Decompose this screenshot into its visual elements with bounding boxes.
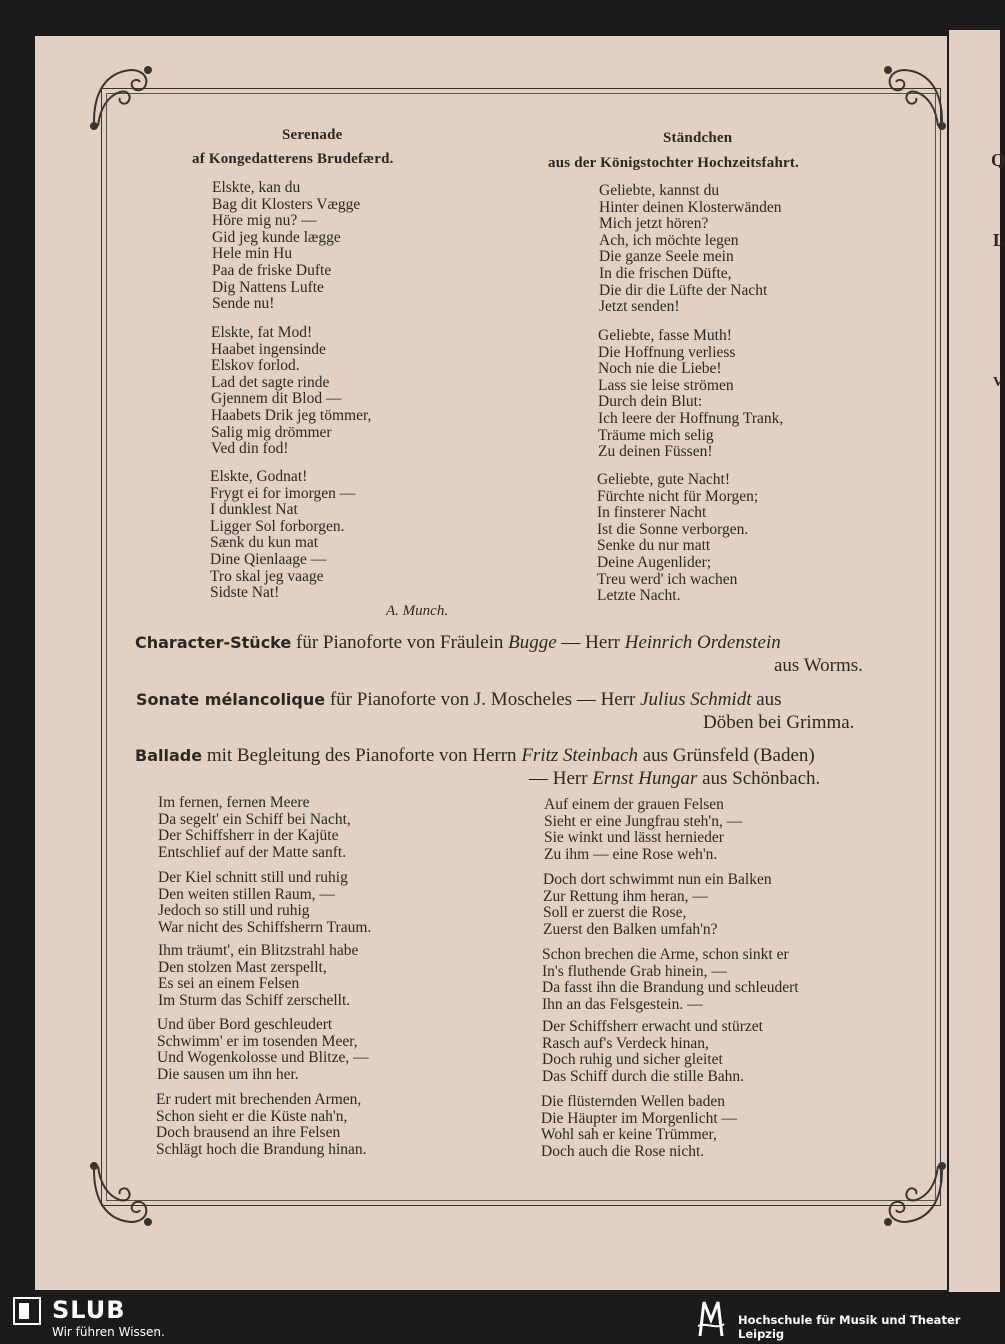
corner-ornament-icon (880, 1160, 950, 1230)
verse-line: Ihm träumt', ein Blitzstrahl habe (158, 942, 359, 959)
ballade-stanza (158, 795, 351, 861)
verse-line: Jedoch so still und ruhig (158, 902, 310, 920)
verse-line: Zur Rettung ihm heran, — (543, 887, 708, 905)
verse-line: Träume mich selig (598, 426, 714, 444)
verse-line: Ved din fod! (211, 440, 289, 458)
verse-line: Ligger Sol forborgen. (210, 517, 345, 535)
verse-line: Letzte Nacht. (597, 587, 681, 605)
adjacent-page-letter: L (993, 230, 1005, 250)
verse-line: Ist die Sonne verborgen. (597, 520, 749, 538)
verse-line: Da segelt' ein Schiff bei Nacht, (158, 810, 351, 828)
program-title: Ballade (135, 746, 203, 765)
program-item-1-line2: aus Worms. (774, 655, 863, 676)
library-name[interactable]: SLUB (52, 1296, 126, 1324)
verse-line: Elskte, Godnat! (210, 468, 308, 485)
program-item-3 (135, 745, 815, 767)
ballade-stanza (542, 947, 799, 1013)
verse-line: Schwimm' er im tosenden Meer, (157, 1032, 358, 1050)
institution-name[interactable]: Hochschule für Musik und Theater Leipzig (738, 1313, 961, 1341)
german-title: Ständchen (663, 130, 733, 146)
verse-line: Doch dort schwimmt nun ein Balken (543, 871, 772, 888)
verse-line: Im Sturm das Schiff zerschellt. (158, 991, 351, 1009)
verse-line: Tro skal jeg vaage (210, 567, 324, 585)
verse-line: Sieht er eine Jungfrau steh'n, — (544, 812, 743, 830)
verse-line: Ach, ich möchte legen (599, 231, 739, 249)
program-item-3-line2 (529, 768, 820, 790)
verse-line: Bag dit Klosters Vægge (212, 195, 361, 213)
verse-line: Geliebte, fasse Muth! (598, 327, 732, 344)
performer-name: Ernst Hungar (592, 768, 698, 789)
verse-line: Haabets Drik jeg tömmer, (211, 406, 372, 424)
verse-line: Elskte, fat Mod! (211, 324, 313, 341)
slub-logo-icon[interactable] (12, 1296, 42, 1326)
verse-line: Sende nu! (212, 295, 275, 313)
verse-line: Geliebte, kannst du (599, 182, 720, 199)
verse-line: In finsterer Nacht (597, 504, 707, 522)
verse-line: Sidste Nat! (210, 584, 280, 602)
verse-line: Die dir die Lüfte der Nacht (599, 281, 768, 299)
verse-line: Er rudert mit brechenden Armen, (156, 1091, 362, 1108)
verse-line: Die Häupter im Morgenlicht — (541, 1109, 738, 1127)
verse-line: Frygt ei for imorgen — (210, 484, 356, 502)
verse-line: Wohl sah er keine Trümmer, (541, 1126, 717, 1144)
corner-ornament-icon (86, 1160, 156, 1230)
german-subtitle: aus der Königstochter Hochzeitsfahrt. (548, 155, 799, 171)
verse-line: Die sausen um ihn her. (157, 1065, 299, 1083)
verse-line: I dunklest Nat (210, 501, 298, 519)
verse-line: Ihn an das Felsgestein. — (542, 995, 703, 1013)
verse-line: Hinter deinen Klosterwänden (599, 198, 782, 216)
verse-line: Doch auch die Rose nicht. (541, 1142, 705, 1160)
corner-ornament-icon (880, 62, 950, 132)
verse-line: Doch ruhig und sicher gleitet (542, 1051, 723, 1069)
verse-line: Und über Bord geschleudert (157, 1016, 333, 1033)
verse-line: Dig Nattens Lufte (212, 278, 324, 296)
verse-line: Treu werd' ich wachen (597, 570, 738, 588)
adjacent-page-edge (949, 30, 1005, 1292)
verse-line: Den stolzen Mast zerspellt, (158, 958, 327, 976)
verse-line: Lad det sagte rinde (211, 373, 330, 391)
verse-line: Gid jeg kunde lægge (212, 228, 341, 246)
ballade-stanza (541, 1094, 737, 1160)
verse-line: Deine Augenlider; (597, 553, 712, 571)
performer-name: Julius Schmidt (640, 689, 752, 710)
verse-line: Salig mig drömmer (211, 423, 332, 441)
verse-line: Die ganze Seele mein (599, 248, 734, 266)
verse-line: Jetzt senden! (599, 298, 680, 316)
program-text: — Herr (556, 632, 625, 653)
program-item-2-line2: Döben bei Grimma. (703, 712, 855, 733)
ballade-stanza (157, 1017, 369, 1083)
verse-line: Schon brechen die Arme, schon sinkt er (542, 946, 789, 963)
verse-line: Das Schiff durch die stille Bahn. (542, 1067, 745, 1085)
verse-line: Lass sie leise strömen (598, 376, 734, 394)
program-item-2 (136, 689, 782, 711)
verse-line: War nicht des Schiffsherrn Traum. (158, 918, 372, 936)
danish-stanza (211, 325, 371, 458)
german-stanza (599, 183, 782, 316)
verse-line: Sie winkt und lässt hernieder (544, 829, 724, 847)
german-stanza (597, 472, 758, 605)
verse-line: Schlägt hoch die Brandung hinan. (156, 1140, 367, 1158)
ballade-stanza (542, 1019, 763, 1085)
verse-line: Und Wogenkolosse und Blitze, — (157, 1049, 369, 1067)
verse-line: In die frischen Düfte, (599, 264, 732, 282)
composer-name: Fritz Steinbach (521, 745, 638, 766)
verse-line: Entschlief auf der Matte sanft. (158, 843, 347, 861)
verse-line: Soll er zuerst die Rose, (543, 904, 687, 922)
performer-name: Heinrich Ordenstein (624, 632, 781, 653)
verse-line: Durch dein Blut: (598, 393, 703, 411)
program-text: — Herr (529, 768, 593, 789)
ballade-stanza (158, 943, 358, 1009)
verse-line: Ich leere der Hoffnung Trank, (598, 409, 784, 427)
verse-line: Zu deinen Füssen! (598, 443, 713, 461)
verse-line: Schon sieht er die Küste nah'n, (156, 1107, 348, 1125)
program-text: für Pianoforte von J. Moscheles — Herr (325, 689, 641, 710)
ballade-stanza (543, 872, 772, 938)
composer-name: Bugge (508, 632, 557, 653)
verse-line: Haabet ingensinde (211, 340, 326, 358)
german-stanza (598, 328, 783, 461)
verse-line: Höre mig nu? — (212, 212, 317, 230)
adjacent-page-letter: V (993, 375, 1004, 390)
danish-stanza (212, 180, 360, 313)
program-title: Sonate mélancolique (136, 690, 326, 709)
program-title: Character-Stücke (135, 633, 292, 652)
ballade-stanza (158, 870, 371, 936)
verse-line: Da fasst ihn die Brandung und schleudert (542, 979, 799, 997)
program-text: aus Schönbach. (697, 768, 821, 789)
verse-line: Zuerst den Balken umfah'n? (543, 920, 718, 938)
verse-line: Die Hoffnung verliess (598, 343, 736, 361)
danish-title: Serenade (282, 127, 343, 143)
library-tagline: Wir führen Wissen. (52, 1325, 165, 1339)
verse-line: In's fluthende Grab hinein, — (542, 962, 727, 980)
verse-line: Es sei an einem Felsen (158, 975, 300, 993)
verse-line: Den weiten stillen Raum, — (158, 885, 335, 903)
verse-line: Gjennem dit Blod — (211, 390, 342, 408)
hmt-logo-icon[interactable] (694, 1296, 728, 1340)
verse-line: Der Kiel schnitt still und ruhig (158, 869, 348, 886)
verse-line: Doch brausend an ihre Felsen (156, 1124, 341, 1142)
poem-author: A. Munch. (386, 603, 449, 619)
program-item-1 (135, 632, 781, 654)
verse-line: Auf einem der grauen Felsen (544, 796, 724, 813)
verse-line: Paa de friske Dufte (212, 261, 332, 279)
ballade-stanza (156, 1092, 367, 1158)
verse-line: Dine Qienlaage — (210, 550, 327, 568)
program-text: mit Begleitung des Pianoforte von Herrn (202, 745, 522, 766)
danish-subtitle: af Kongedatterens Brudefærd. (192, 151, 394, 167)
verse-line: Senke du nur matt (597, 537, 711, 555)
verse-line: Zu ihm — eine Rose weh'n. (544, 845, 718, 863)
verse-line: Elskte, kan du (212, 179, 301, 196)
corner-ornament-icon (86, 62, 156, 132)
program-text: aus (751, 689, 782, 710)
verse-line: Geliebte, gute Nacht! (597, 471, 730, 488)
verse-line: Der Schiffsherr in der Kajüte (158, 827, 339, 845)
verse-line: Die flüsternden Wellen baden (541, 1093, 725, 1110)
verse-line: Rasch auf's Verdeck hinan, (542, 1034, 709, 1052)
program-text: für Pianoforte von Fräulein (291, 632, 509, 653)
adjacent-page-letter: Q (991, 150, 1005, 170)
verse-line: Fürchte nicht für Morgen; (597, 487, 759, 505)
verse-line: Elskov forlod. (211, 357, 300, 375)
verse-line: Im fernen, fernen Meere (158, 794, 310, 811)
program-text: aus Grünsfeld (Baden) (637, 745, 815, 766)
verse-line: Hele min Hu (212, 245, 293, 263)
ballade-stanza (544, 797, 742, 863)
verse-line: Mich jetzt hören? (599, 215, 709, 233)
verse-line: Noch nie die Liebe! (598, 360, 722, 378)
verse-line: Sænk du kun mat (210, 534, 319, 552)
danish-stanza (210, 469, 355, 602)
verse-line: Der Schiffsherr erwacht und stürzet (542, 1018, 763, 1035)
